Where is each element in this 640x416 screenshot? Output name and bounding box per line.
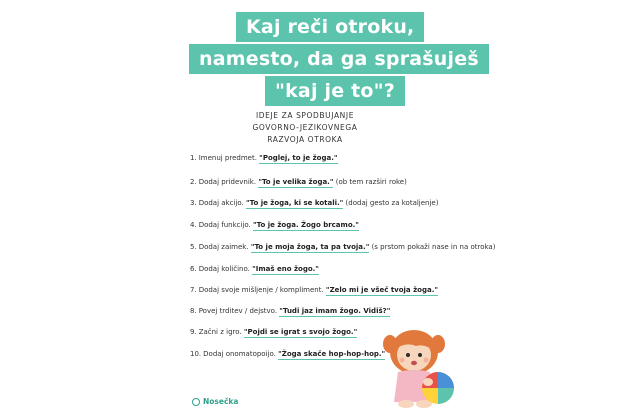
brand-logo-icon bbox=[192, 398, 200, 406]
item-number: 8. bbox=[190, 307, 197, 315]
list-item bbox=[190, 350, 385, 358]
subtitle-line-1: IDEJE ZA SPODBUJANJE bbox=[255, 111, 355, 120]
item-quote: "Zelo mi je všeč tvoja žoga." bbox=[325, 286, 439, 294]
item-text: Dodaj zaimek. bbox=[198, 243, 251, 251]
item-quote: "Poglej, to je žoga." bbox=[259, 154, 338, 162]
item-text: Povej trditev / dejstvo. bbox=[198, 307, 280, 315]
item-number: 10. bbox=[190, 350, 202, 358]
pigtail-left bbox=[383, 335, 397, 353]
item-number: 9. bbox=[190, 328, 197, 336]
title-line-3: "kaj je to"? bbox=[265, 76, 405, 106]
item-quote: "To je velika žoga." bbox=[258, 178, 334, 186]
item-quote: "Žoga skače hop-hop-hop." bbox=[278, 350, 386, 358]
item-note: (dodaj gesto za kotaljenje) bbox=[343, 199, 439, 207]
item-text: Dodaj funkcijo. bbox=[198, 221, 254, 229]
list-item bbox=[190, 286, 438, 294]
item-quote: "To je žoga. Žogo brcamo." bbox=[253, 221, 359, 229]
eye-right bbox=[418, 353, 422, 357]
brand-logo bbox=[192, 397, 238, 406]
item-number: 4. bbox=[190, 221, 197, 229]
item-quote: "Tudi jaz imam žogo. Vidiš?" bbox=[279, 307, 391, 315]
item-text: Dodaj onomatopoijo. bbox=[203, 350, 279, 358]
pigtail-right bbox=[431, 335, 445, 353]
item-text: Dodaj količino. bbox=[198, 265, 253, 273]
title-line-2: namesto, da ga sprašuješ bbox=[189, 44, 489, 74]
item-quote: "To je žoga, ki se kotali." bbox=[245, 199, 344, 207]
item-text: Imenuj predmet. bbox=[198, 154, 260, 162]
child-with-ball-illustration bbox=[380, 322, 470, 410]
list-item bbox=[190, 243, 495, 251]
mouth bbox=[411, 361, 417, 365]
list-item bbox=[190, 199, 438, 207]
item-number: 2. bbox=[190, 178, 197, 186]
subtitle bbox=[240, 110, 370, 146]
item-text: Dodaj pridevnik. bbox=[198, 178, 259, 186]
list-item bbox=[190, 307, 390, 315]
title-line-1: Kaj reči otroku, bbox=[236, 12, 424, 42]
eye-left bbox=[406, 353, 410, 357]
brand-name: Nosečka bbox=[203, 397, 239, 406]
item-quote: "Pojdi se igrat s svojo žogo." bbox=[243, 328, 358, 336]
item-number: 6. bbox=[190, 265, 197, 273]
item-quote: "To je moja žoga, ta pa tvoja." bbox=[250, 243, 370, 251]
item-quote: "Imaš eno žogo." bbox=[252, 265, 319, 273]
item-number: 1. bbox=[190, 154, 197, 162]
item-number: 7. bbox=[190, 286, 197, 294]
list-item bbox=[190, 265, 319, 273]
subtitle-line-3: RAZVOJA OTROKA bbox=[267, 135, 343, 144]
item-text: Začni z igro. bbox=[198, 328, 244, 336]
subtitle-line-2: GOVORNO-JEZIKOVNEGA bbox=[252, 123, 358, 132]
item-number: 5. bbox=[190, 243, 197, 251]
list-item bbox=[190, 154, 338, 162]
list-item bbox=[190, 328, 357, 336]
item-text: Dodaj svoje mišljenje / kompliment. bbox=[198, 286, 326, 294]
list-item bbox=[190, 221, 359, 229]
item-note: (ob tem razširi roke) bbox=[333, 178, 407, 186]
item-note: (s prstom pokaži nase in na otroka) bbox=[369, 243, 496, 251]
item-text: Dodaj akcijo. bbox=[198, 199, 246, 207]
list-item bbox=[190, 178, 407, 186]
item-number: 3. bbox=[190, 199, 197, 207]
